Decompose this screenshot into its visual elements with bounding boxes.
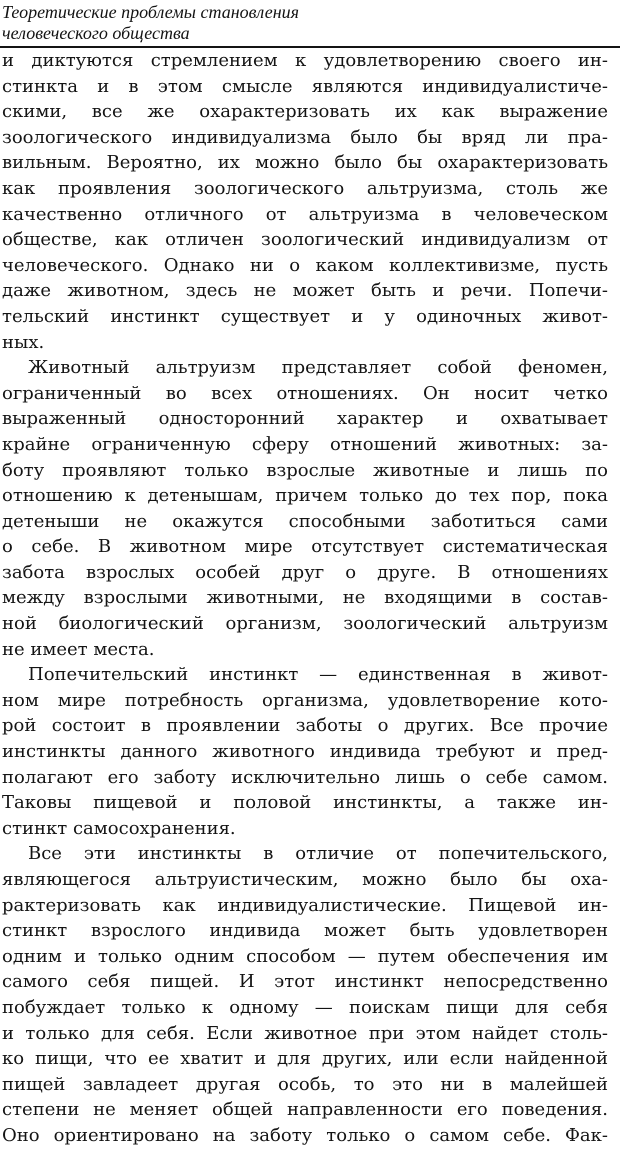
text-line: крайне ограниченную сферу отношений животных: за-: [2, 433, 608, 455]
text-line: ограниченный во всех отношениях. Он носит четко: [2, 382, 608, 404]
text-line: боту проявляют только взрослые животные и лишь по: [2, 459, 608, 481]
text-line: не имеет места.: [2, 638, 155, 660]
running-header-line: Теоретические проблемы становления: [2, 2, 300, 22]
text-line: зоологического индивидуализма было бы вряд ли пра-: [2, 126, 608, 148]
text-line: пищей завладеет другая особь, то это ни в малейшей: [2, 1073, 608, 1095]
text-line: являющегося альтруистическим, можно было бы оха-: [2, 869, 608, 890]
text-line: Животный альтруизм представляет собой феномен,: [28, 357, 608, 379]
body-text: [2, 48, 608, 1149]
text-line: инстинкты данного животного индивида требуют и пред-: [2, 741, 608, 763]
text-line: стинкт самосохранения.: [2, 817, 236, 839]
text-line: качественно отличного от альтруизма в человеческом: [2, 203, 608, 225]
text-line: полагают его заботу исключительно лишь о себе самом.: [2, 766, 608, 788]
text-line: о себе. В животном мире отсутствует систематическая: [2, 536, 608, 558]
text-line: и только для себя. Если животное при этом найдет столь-: [2, 1022, 608, 1044]
text-line: стинкта и в этом смысле являются индивидуалистиче-: [2, 75, 608, 97]
text-line: между взрослыми животными, не входящими в состав-: [2, 587, 608, 609]
text-line: забота взрослых особей друг о друге. В отношениях: [2, 561, 608, 583]
text-line: ных.: [2, 331, 45, 353]
text-line: рактеризовать как индивидуалистические. Пищевой ин-: [2, 894, 608, 916]
text-line: стинкт взрослого индивида может быть удовлетворен: [2, 920, 608, 942]
text-line: обществе, как отличен зоологический индивидуализм от: [2, 229, 608, 251]
running-header-line: человеческого общества: [2, 23, 190, 43]
text-line: отношению к детенышам, причем только до тех пор, пока: [2, 485, 608, 507]
text-line: детеныши не окажутся способными заботиться сами: [2, 510, 608, 532]
text-line: и диктуются стремлением к удовлетворению своего ин-: [2, 50, 608, 71]
text-line: Все эти инстинкты в отличие от попечительского,: [28, 843, 608, 865]
text-line: вильным. Вероятно, их можно было бы охарактеризовать: [2, 152, 608, 174]
text-line: ной биологический организм, зоологический альтруизм: [2, 613, 608, 635]
text-line: Оно ориентировано на заботу только о самом себе. Фак-: [2, 1124, 608, 1146]
text-line: человеческого. Однако ни о каком коллективизме, пусть: [2, 254, 608, 276]
text-line: ко пищи, что ее хватит и для других, или если найденной: [2, 1048, 608, 1070]
text-line: Попечительский инстинкт — единственная в живот-: [28, 664, 608, 686]
running-header: [2, 2, 608, 44]
text-line: тельский инстинкт существует и у одиночных живот-: [2, 305, 608, 327]
text-line: Таковы пищевой и половой инстинкты, а также ин-: [2, 792, 608, 814]
text-line: степени не меняет общей направленности его поведения.: [2, 1099, 608, 1121]
text-line: выраженный односторонний характер и охватывает: [2, 408, 608, 430]
text-line: как проявления зоологического альтруизма, столь же: [2, 177, 608, 199]
text-line: самого себя пищей. И этот инстинкт непосредственно: [2, 971, 608, 993]
text-line: ном мире потребность организма, удовлетворение кото-: [2, 689, 608, 711]
text-line: рой состоит в проявлении заботы о других. Все прочие: [2, 715, 608, 737]
text-line: даже животном, здесь не может быть и речи. Попечи-: [2, 280, 608, 302]
text-line: скими, все же охарактеризовать их как выражение: [2, 101, 608, 123]
text-line: побуждает только к одному — поискам пищи для себя: [2, 996, 608, 1018]
text-line: одним и только одним способом — путем обеспечения им: [2, 945, 608, 967]
